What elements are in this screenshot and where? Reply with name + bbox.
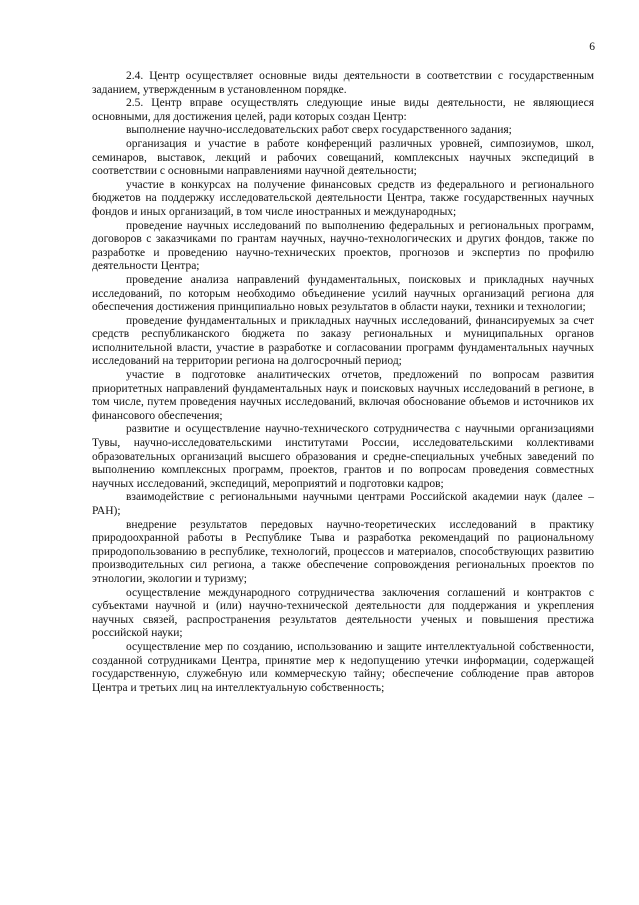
list-item: выполнение научно-исследовательских работ сверх государственного задания; (126, 124, 512, 137)
list-item: участие в подготовке аналитических отчетов, предложений по вопросам развития приоритетных направлений фундаментальных наук и поисковых научных исследований в регионе, в том числе, путем проведения научных исследований, включая обоснование объемов и источников их финансового обеспечения; (92, 369, 594, 422)
list-item: проведение фундаментальных и прикладных научных исследований, финансируемых за счет средств республиканского бюджета по заказу региональных и муниципальных органов исполнительной власти, участие в разработке и согласовании программ фундаментальных научных исследований на территории региона на долгосрочный период; (92, 314, 594, 368)
document-body (92, 70, 594, 695)
list-item: осуществление международного сотрудничества заключения соглашений и контрактов с субъектами научной и (или) научно-технической деятельности для поддержания и укрепления научных связей, распространения результатов деятельности ученых и повышения престижа российской науки; (92, 586, 594, 640)
list-item: проведение научных исследований по выполнению федеральных и региональных программ, договоров с заказчиками по грантам научных, научно-технологических и других фондов, также по разработке и проведению научно-технических проектов, прогнозов и экспертиз по профилю деятельности Центра; (92, 219, 594, 273)
list-item: развитие и осуществление научно-технического сотрудничества с научными организациями Тувы, научно-исследовательскими институтами России, исследовательскими коллективами образовательных организаций высшего образования и средне-специальных учебных заведений по выполнению комплексных программ, проектов, грантов и по вопросам проведения совместных научных исследований, экспедиций, мероприятий и подготовки кадров; (92, 423, 594, 490)
list-item: участие в конкурсах на получение финансовых средств из федерального и регионального бюджетов на поддержку исследовательской деятельности Центра, также государственных научных фондов и иных организаций, в том числе иностранных и международных; (92, 178, 594, 218)
list-item: проведение анализа направлений фундаментальных, поисковых и прикладных научных исследований, по которым необходимо объединение усилий научных организаций региона для обеспечения достижения принципиально новых результатов в области науки, техники и технологии; (92, 273, 594, 314)
list-item: внедрение результатов передовых научно-теоретических исследований в практику природоохранной работы в Республике Тыва и разработка рекомендаций по рациональному природопользованию в республике, технологий, процессов и материалов, способствующих развитию производительных сил региона, а также обеспечение сопровождения региональных проектов по этнологии, экологии и туризму; (92, 518, 594, 585)
page-number: 6 (589, 41, 595, 53)
paragraph-2-4: 2.4. Центр осуществляет основные виды деятельности в соответствии с государственным заданием, утвержденным в установленном порядке. (92, 70, 594, 96)
list-item: осуществление мер по созданию, использованию и защите интеллектуальной собственности, созданной сотрудниками Центра, принятие мер к недопущению утечки информации, содержащей государственную, служебную или коммерческую тайну; обеспечение соблюдение прав авторов Центра и третьих лиц на интеллектуальную собственность; (92, 640, 594, 694)
paragraph-2-5: 2.5. Центр вправе осуществлять следующие иные виды деятельности, не являющиеся основными, для достижения целей, ради которых создан Центр: (92, 97, 594, 123)
list-item: взаимодействие с региональными научными центрами Российской академии наук (далее – РАН); (92, 491, 594, 517)
list-item: организация и участие в работе конференций различных уровней, симпозиумов, школ, семинаров, выставок, лекций и рабочих совещаний, комплексных научных экспедиций в соответствии с основными направлениями научной деятельности; (92, 137, 594, 178)
